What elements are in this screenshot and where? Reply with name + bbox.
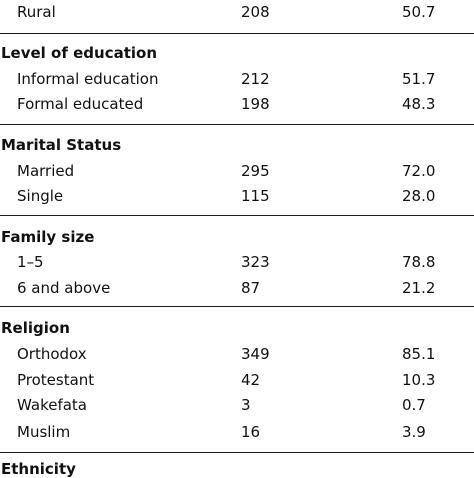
row-label: Informal education <box>17 70 159 88</box>
row-label: Formal educated <box>17 95 144 113</box>
row-label: 6 and above <box>17 279 111 297</box>
row-label: Wakefata <box>17 396 87 414</box>
row-percent: 10.3 <box>402 371 436 389</box>
row-count: 295 <box>241 162 270 180</box>
row-count: 349 <box>241 345 270 363</box>
row-percent: 50.7 <box>402 3 436 21</box>
row-percent: 85.1 <box>402 345 436 363</box>
section-heading: Family size <box>1 228 95 246</box>
row-label: Single <box>17 187 64 205</box>
row-label: Muslim <box>17 423 71 441</box>
section-heading: Ethnicity <box>1 460 76 478</box>
row-label: Orthodox <box>17 345 87 363</box>
row-count: 208 <box>241 3 270 21</box>
row-count: 115 <box>241 187 270 205</box>
row-count: 3 <box>241 396 251 414</box>
row-percent: 72.0 <box>402 162 436 180</box>
row-count: 212 <box>241 70 270 88</box>
row-percent: 78.8 <box>402 253 436 271</box>
row-count: 16 <box>241 423 261 441</box>
row-label: Married <box>17 162 75 180</box>
section-heading: Marital Status <box>1 136 122 154</box>
row-divider <box>0 33 474 34</box>
row-label: Rural <box>17 3 56 21</box>
row-count: 198 <box>241 95 270 113</box>
row-count: 323 <box>241 253 270 271</box>
row-percent: 3.9 <box>402 423 426 441</box>
row-count: 42 <box>241 371 261 389</box>
row-divider <box>0 306 474 307</box>
row-label: Protestant <box>17 371 95 389</box>
row-divider <box>0 215 474 216</box>
row-count: 87 <box>241 279 261 297</box>
row-label: 1–5 <box>17 253 44 271</box>
row-percent: 0.7 <box>402 396 426 414</box>
row-percent: 48.3 <box>402 95 436 113</box>
row-percent: 28.0 <box>402 187 436 205</box>
row-divider <box>0 452 474 453</box>
row-percent: 21.2 <box>402 279 436 297</box>
row-divider <box>0 124 474 125</box>
section-heading: Religion <box>1 319 70 337</box>
section-heading: Level of education <box>1 44 157 62</box>
row-percent: 51.7 <box>402 70 436 88</box>
